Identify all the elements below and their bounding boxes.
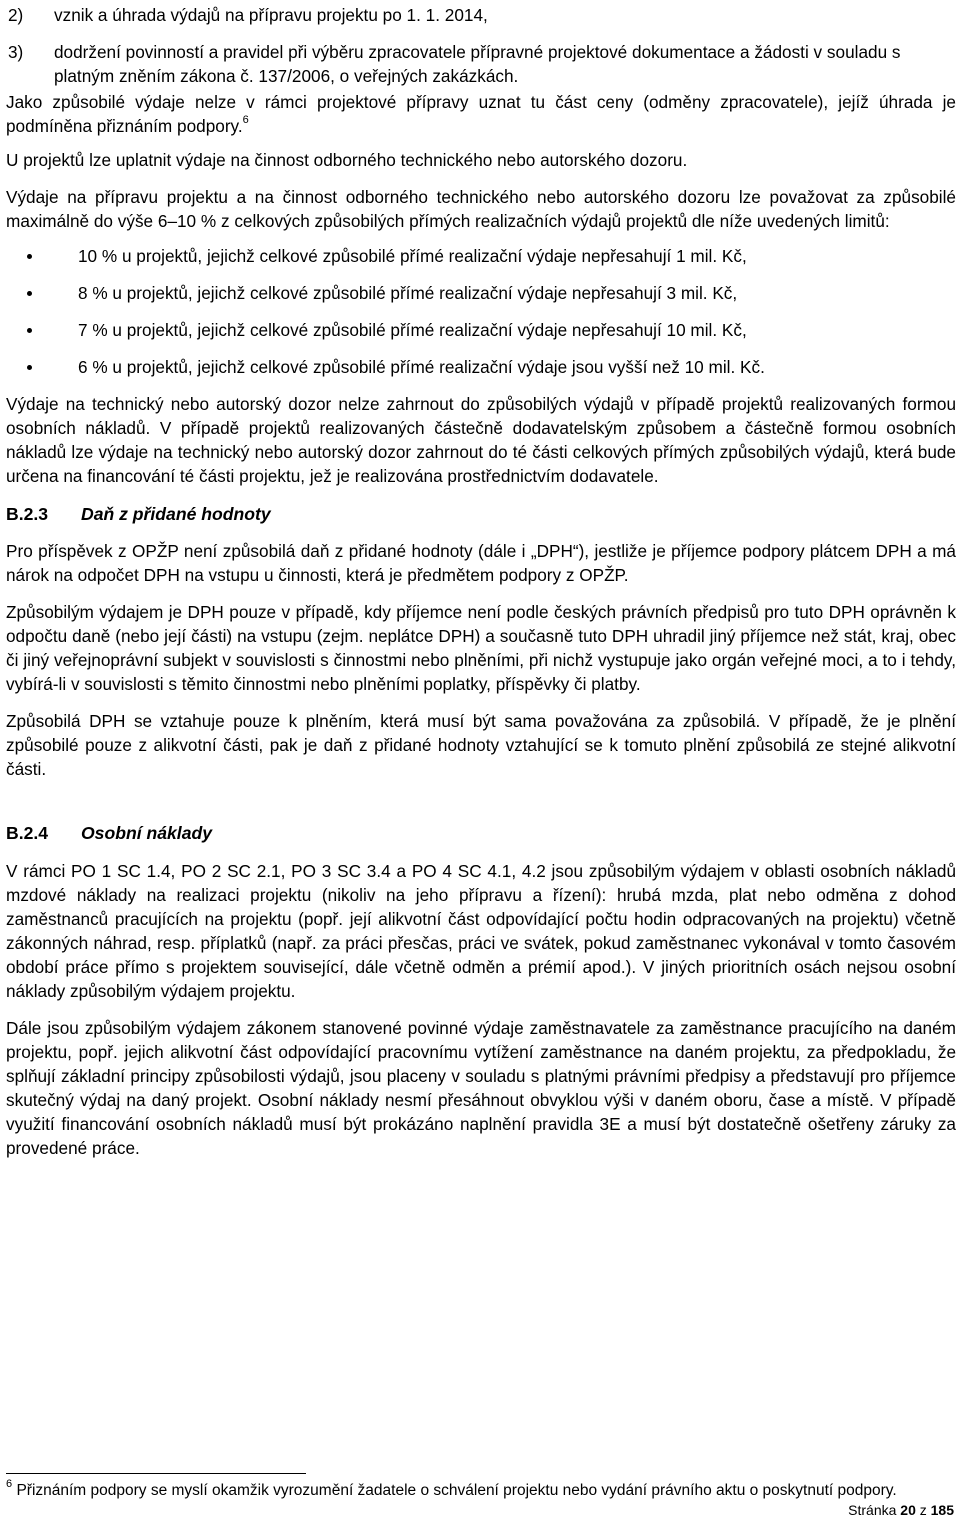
paragraph: V rámci PO 1 SC 1.4, PO 2 SC 2.1, PO 3 SC 3.4 a PO 4 SC 4.1, 4.2 jsou způsobilým výdajem v oblasti osobních nákladů mzdové náklady na realizaci projektu (nikoliv na jeho přípravu a řízení): hrubá mzda, plat nebo odměna z dohod zaměstnanců pracujících na projektu (popř. její alikvotní část odpovídající počtu hodin odpracovaných na projektu) včetně zákonných náhrad, resp. příplatků (např. za práci přesčas, práci ve svátek, pokud zaměstnanec vykonával v tomto časovém období práce přímo s projektem související, dále včetně odměn a prémií apod.). V jiných prioritních osách nejsou osobní náklady způsobilým výdajem projektu. [6,861,956,1001]
footnote [6,1477,956,1501]
list-item-text: dodržení povinností a pravidel při výběru zpracovatele přípravné projektové dokumentace a žádosti v souladu s platným zněním zákona č. 137/2006, o veřejných zakázkách. [54,42,901,86]
bullet-text: 6 % u projektů, jejichž celkové způsobilé přímé realizační výdaje jsou vyšší než 10 mil. Kč. [78,357,765,377]
document-page [6,3,956,1160]
footnote-ref[interactable]: 6 [242,114,249,127]
section-title: Daň z přidané hodnoty [81,504,271,524]
bullet-icon [27,291,32,296]
section-title: Osobní náklady [81,823,213,843]
paragraph-text: Jako způsobilé výdaje nelze v rámci projektové přípravy uznat tu část ceny (odměny zpracovatele), jejíž úhrada je podmíněna přiznáním podpory. [6,92,956,136]
paragraph: Způsobilým výdajem je DPH pouze v případě, kdy příjemce není podle českých právních předpisů pro tuto DPH oprávněn k odpočtu daně (nebo její části) na vstupu (zejm. neplátce DPH) a současně tuto DPH uhradil jiný příjemce než stát, kraj, obec či jiný veřejnoprávní subjekt v souvislosti s činnostmi nebo plněními, při nichž vystupuje jako orgán veřejné moci, a to i tehdy, vybírá-li v souvislosti s těmito činnostmi nebo plněními poplatky, příspěvky či platby. [6,602,956,694]
footnote-number: 6 [6,1477,13,1490]
paragraph [6,90,956,138]
paragraph: Dále jsou způsobilým výdajem zákonem stanovené povinné výdaje zaměstnavatele za zaměstnance pracujícího na daném projektu, popř. jejich alikvotní část odpovídající pracovnímu vytížení zaměstnance na daném projektu, za předpokladu, že splňují základní principy způsobilosti výdajů, jsou placeny v souladu s platnými právními předpisy a představují pro příjemce skutečný výdaj na daný projekt. Osobní náklady nesmí přesáhnout obvyklou výši v daném oboru, čase a místě. V případě využití financování osobních nákladů musí být prokázáno naplnění pravidla 3E a musí být dostatečně ošetřeny záruky za provedené práce. [6,1018,956,1158]
section-number: B.2.3 [6,504,49,524]
bullet-icon [27,365,32,370]
page-label: Stránka [848,1502,897,1518]
section-heading-b23 [6,502,956,526]
page-current: 20 [900,1502,916,1518]
bullet-icon [27,328,32,333]
paragraph: Pro příspěvek z OPŽP není způsobilá daň z přidané hodnoty (dále i „DPH“), jestliže je příjemce podpory plátcem DPH a má nárok na odpočet DPH na vstupu u činnosti, která je předmětem podpory z OPŽP. [6,541,956,585]
list-item [6,40,956,88]
page-footer [848,1501,954,1519]
bullet-icon [27,254,32,259]
bullet-item [6,318,956,342]
bullet-list [6,244,956,379]
list-item-text: vznik a úhrada výdajů na přípravu projektu po 1. 1. 2014, [54,5,488,25]
section-heading-b24 [6,821,956,845]
bullet-item [6,355,956,379]
section-number: B.2.4 [6,823,49,843]
list-item-number: 3) [8,42,24,62]
bullet-text: 8 % u projektů, jejichž celkové způsobilé přímé realizační výdaje nepřesahují 3 mil. Kč, [78,283,738,303]
footnote-text: Přiznáním podpory se myslí okamžik vyrozumění žadatele o schválení projektu nebo vydání právního aktu o poskytnutí podpory. [16,1482,897,1499]
bullet-text: 7 % u projektů, jejichž celkové způsobilé přímé realizační výdaje nepřesahují 10 mil. Kč, [78,320,747,340]
list-item [6,3,956,27]
footnote-divider [6,1473,306,1474]
paragraph: Způsobilá DPH se vztahuje pouze k plněním, která musí být sama považována za způsobilá. V případě, že je plnění způsobilé pouze z alikvotní části, pak je daň z přidané hodnoty vztahující se k tomuto plnění způsobilá ze stejné alikvotní části. [6,711,956,779]
paragraph: Výdaje na technický nebo autorský dozor nelze zahrnout do způsobilých výdajů v případě projektů realizovaných formou osobních nákladů. V případě projektů realizovaných částečně dodavatelským způsobem a částečně formou osobních nákladů lze výdaje na technický nebo autorský dozor zahrnout do té části celkových přímých způsobilých výdajů, která bude určena na financování té části projektu, jež je realizována prostřednictvím dodavatele. [6,394,956,486]
list-item-number: 2) [8,5,24,25]
page-separator: z [919,1502,927,1518]
paragraph: U projektů lze uplatnit výdaje na činnost odborného technického nebo autorského dozoru. [6,150,688,170]
paragraph: Výdaje na přípravu projektu a na činnost odborného technického nebo autorského dozoru lze považovat za způsobilé maximálně do výše 6–10 % z celkových způsobilých přímých realizačních výdajů projektů dle níže uvedených limitů: [6,187,956,231]
numbered-list [6,3,956,88]
bullet-text: 10 % u projektů, jejichž celkové způsobilé přímé realizační výdaje nepřesahují 1 mil. Kč, [78,246,747,266]
bullet-item [6,281,956,305]
bullet-item [6,244,956,268]
page-total: 185 [930,1502,954,1518]
